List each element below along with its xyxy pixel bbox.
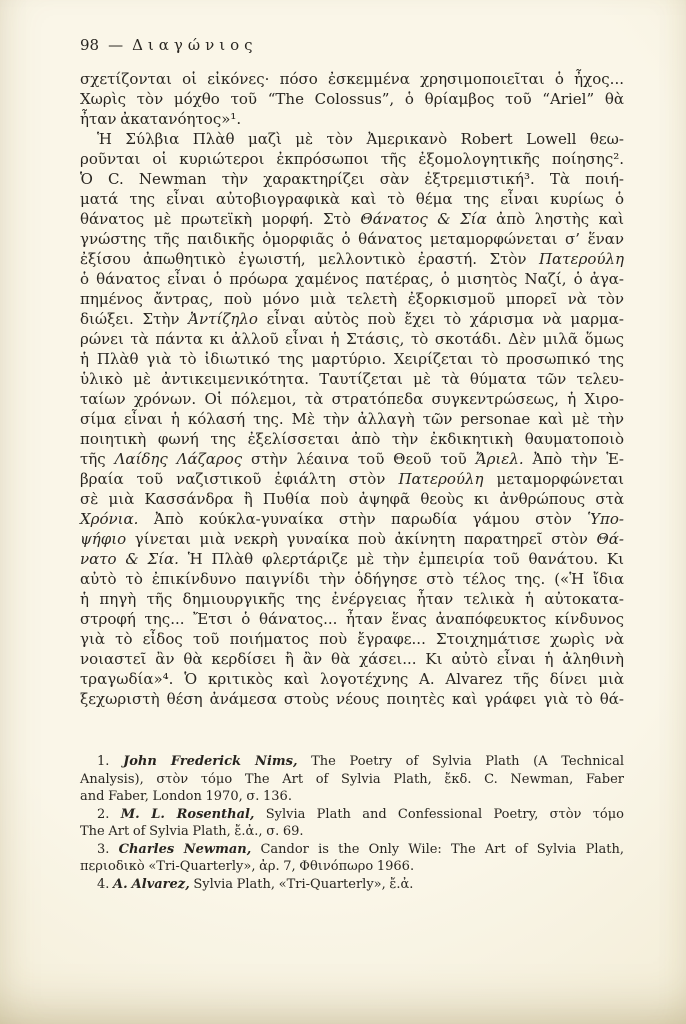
text-line: and Faber, London 1970, σ. 136. bbox=[80, 789, 292, 804]
text-line: Ὁ C. Newman τὴν χαρακτηρίζει σὰν ἐξτρεμιστική³. Τὰ ποιή- bbox=[80, 170, 624, 188]
page-number: 98 bbox=[80, 36, 100, 54]
text-line: ποιητικὴ φωνή της ἐξελίσσεται ἀπὸ τὴν ἐκδικητικὴ θαυματοποιὸ bbox=[80, 430, 624, 448]
text-line: The Art of Sylvia Plath, ἔ.ἀ., σ. 69. bbox=[80, 824, 304, 839]
text-line: 1. John Frederick Nims, The Poetry of Sylvia Plath (A Technical bbox=[97, 754, 624, 769]
paragraph bbox=[80, 876, 624, 894]
footnotes bbox=[80, 753, 624, 893]
page-header bbox=[80, 36, 624, 54]
text-line: αὐτὸ τὸ ἐπικίνδυνο παιγνίδι τὴν ὁδήγησε στὸ τέλος της. («Ἡ ἴδια bbox=[80, 570, 624, 588]
text-line: πημένος ἄντρας, ποὺ μόνο μιὰ τελετὴ ἐξορκισμοῦ μπορεῖ νὰ τὸν bbox=[80, 290, 624, 308]
text-line: ἐξίσου ἀπωθητικὸ ἐγωιστή, μελλοντικὸ ἐραστή. Στὸν Πατερούλη bbox=[80, 250, 624, 268]
text-line: γνώστης τῆς παιδικῆς ὁμορφιᾶς ὁ θάνατος μεταμορφώνεται σ’ ἕναν bbox=[80, 230, 624, 248]
text-line: σχετίζονται οἱ εἰκόνες· πόσο ἐσκεμμένα χρησιμοποιεῖται ὁ ἦχος... bbox=[80, 70, 624, 88]
text-line: Ἡ Σύλβια Πλὰθ μαζὶ μὲ τὸν Ἀμερικανὸ Robert Lowell θεω- bbox=[97, 130, 624, 148]
text-line: ψήφιο γίνεται μιὰ νεκρὴ γυναίκα ποὺ ἀκίνητη παρατηρεῖ στὸν Θά- bbox=[80, 530, 624, 548]
paragraph bbox=[80, 841, 624, 876]
text-line: νατο & Σία. Ἡ Πλὰθ φλερτάριζε μὲ τὴν ἐμπειρία τοῦ θανάτου. Κι bbox=[80, 550, 624, 568]
paragraph bbox=[80, 69, 624, 129]
text-line: ὁ θάνατος εἶναι ὁ πρόωρα χαμένος πατέρας, ὁ μισητὸς Ναζί, ὁ ἀγα- bbox=[80, 270, 624, 288]
paragraph bbox=[80, 753, 624, 806]
text-line: ἦταν ἀκατανόητος»¹. bbox=[80, 110, 242, 128]
text-line: 2. M. L. Rosenthal, Sylvia Plath and Confessional Poetry, στὸν τόμο bbox=[97, 806, 625, 822]
section-title: Διαγώνιος bbox=[132, 36, 258, 54]
text-line: 4. A. Alvarez, Sylvia Plath, «Tri-Quarterly», ἔ.ἀ. bbox=[97, 876, 414, 892]
text-line: ἡ πηγὴ τῆς δημιουργικῆς της ἐνέργειας ἦταν τελικὰ ἡ αὐτοκατα- bbox=[80, 590, 624, 608]
text-line: 3. Charles Newman, Candor is the Only Wile: The Art of Sylvia Plath, bbox=[97, 841, 624, 857]
text-line: γιὰ τὸ εἶδος τοῦ ποιήματος ποὺ ἔγραφε... Στοιχημάτισε χωρὶς νὰ bbox=[80, 630, 624, 648]
text-line: ὑλικὸ μὲ ἀντικειμενικότητα. Ταυτίζεται μὲ τὰ θύματα τῶν τελευ- bbox=[80, 370, 624, 388]
text-line: ἡ Πλὰθ γιὰ τὸ ἰδιωτικό της μαρτύριο. Χειρίζεται τὸ προσωπικό της bbox=[80, 350, 624, 368]
paragraph bbox=[80, 129, 624, 709]
text-line: ματά της εἶναι αὐτοβιογραφικὰ καὶ τὸ θέμα της εἶναι κυρίως ὁ bbox=[80, 190, 624, 208]
text-line: σὲ μιὰ Κασσάνδρα ἢ Πυθία ποὺ ἀψηφᾶ θεοὺς κι ἀνθρώπους στὰ bbox=[80, 490, 624, 508]
text-line: σίμα εἶναι ἡ κόλασή της. Μὲ τὴν ἀλλαγὴ τῶν personae καὶ μὲ τὴν bbox=[80, 410, 624, 428]
text-line: ρώνει τὰ πάντα κι ἀλλοῦ εἶναι ἡ Στάσις, τὸ σκοτάδι. Δὲν μιλᾶ ὅμως bbox=[80, 330, 624, 348]
text-line: τῆς Λαίδης Λάζαρος στὴν λέαινα τοῦ Θεοῦ τοῦ Ἄριελ. Ἀπὸ τὴν Ἑ- bbox=[80, 450, 624, 468]
text-line: ταίων χρόνων. Οἱ πόλεμοι, τὰ στρατόπεδα συγκεντρώσεως, ἡ Χιρο- bbox=[80, 390, 624, 408]
text-line: θάνατος μὲ πρωτεϊκὴ μορφή. Στὸ Θάνατος & Σία ἀπὸ ληστὴς καὶ bbox=[80, 210, 624, 228]
text-line: ξεχωριστὴ θέση ἀνάμεσα στοὺς νέους ποιητὲς καὶ γράφει γιὰ τὸ θά- bbox=[80, 690, 624, 708]
text-line: Analysis), στὸν τόμο The Art of Sylvia Plath, ἔκδ. C. Newman, Faber bbox=[80, 771, 624, 787]
body-text bbox=[80, 69, 624, 709]
text-line: διώξει. Στὴν Ἀντίζηλο εἶναι αὐτὸς ποὺ ἔχει τὸ χάρισμα νὰ μαρμα- bbox=[80, 310, 624, 328]
text-line: νοιαστεῖ ἂν θὰ κερδίσει ἢ ἂν θὰ χάσει... Κι αὐτὸ εἶναι ἡ ἀληθινὴ bbox=[80, 650, 624, 668]
text-line: βραία τοῦ ναζιστικοῦ ἐφιάλτη στὸν Πατερούλη μεταμορφώνεται bbox=[80, 470, 624, 488]
text-line: τραγωδία»⁴. Ὁ κριτικὸς καὶ λογοτέχνης Α. Alvarez τῆς δίνει μιὰ bbox=[80, 670, 624, 688]
paragraph bbox=[80, 806, 624, 841]
header-separator: — bbox=[108, 36, 124, 54]
text-line: ροῦνται οἱ κυριώτεροι ἐκπρόσωποι τῆς ἐξομολογητικῆς ποίησης². bbox=[80, 150, 624, 168]
text-line: περιοδικὸ «Tri-Quarterly», ἀρ. 7, Φθινόπωρο 1966. bbox=[80, 859, 415, 874]
text-line: Χρόνια. Ἀπὸ κούκλα-γυναίκα στὴν παρωδία γάμου στὸν Ὑπο- bbox=[80, 510, 624, 528]
text-line: στροφή της... Ἔτσι ὁ θάνατος... ἦταν ἕνας ἀναπόφευκτος κίνδυνος bbox=[80, 610, 624, 628]
text-line: Χωρὶς τὸν μόχθο τοῦ “The Colossus”, ὁ θρίαμβος τοῦ “Ariel” θὰ bbox=[80, 90, 624, 108]
